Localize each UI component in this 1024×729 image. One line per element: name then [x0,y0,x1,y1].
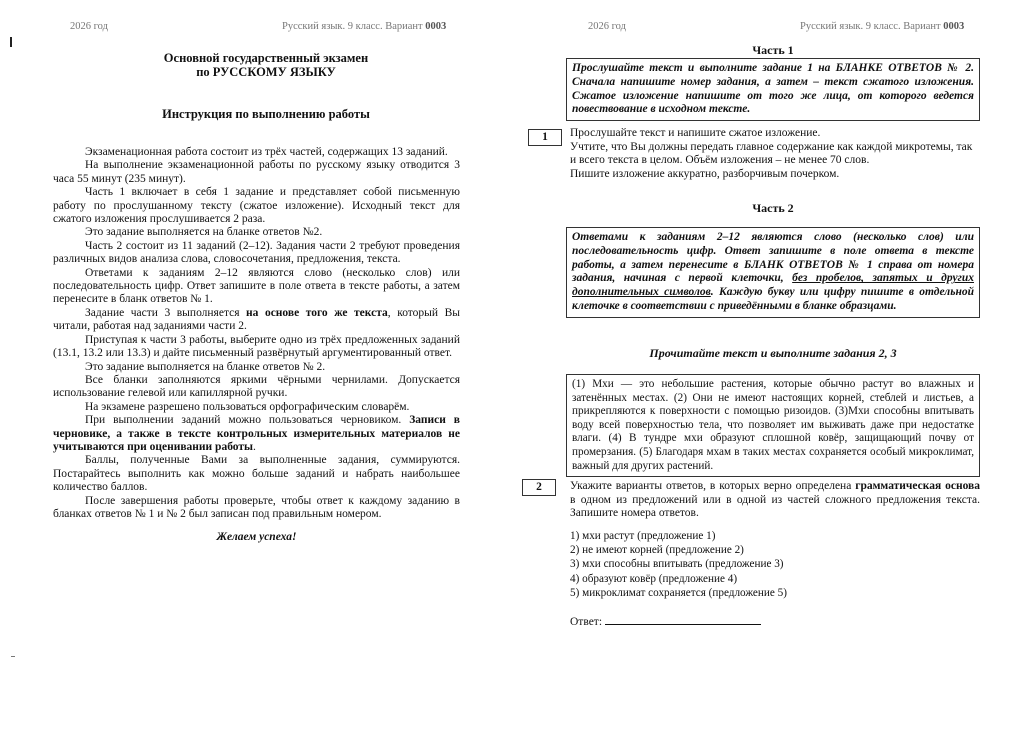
option-item: 1) мхи растут (предложение 1) [570,530,716,542]
right-header-subject [800,21,964,32]
task1-line: Прослушайте текст и напишите сжатое изложение. [570,127,821,139]
reading-text-box: (1) Мхи — это небольшие растения, которые обычно растут во влажных и затенённых местах. (2) Они не имеют настоящих корней, стеблей и листьев, а прикрепляются к поверхности с помощью ризоидов. (3)Мхи способны впитывать воду всей поверхностью тела, что позволяет им выживать даже при недостатке влаги. (4) В тундре мхи образуют сплошной ковёр, защищающий почву от промерзания. (5) Благодаря мхам в таких местах сохраняется особый микроклимат, важный для других растений. [566,374,980,477]
option-item: 4) образуют ковёр (предложение 4) [570,572,738,585]
margin-dash [11,656,15,657]
instruction-para: Ответами к заданиям 2–12 являются слово (несколько слов) или последовательность цифр. Ответ запишите в поле ответа в тексте работы, а затем перенесите в бланк ответов № 1. [53,266,460,306]
part1-title: Часть 1 [752,43,794,57]
answer-label: Ответ: [570,616,603,628]
text-run: . Каждую букву или цифру пишите в отдельной клеточке в соответствии с приведёнными в бланке образцами. [572,286,974,312]
instruction-para: Часть 2 состоит из 11 заданий (2–12). Задания части 2 требуют проведения различных видов анализа слова, словосочетания, предложения, текста. [53,239,460,266]
bold-run: Записи в черновике, а также в тексте контрольных измерительных материалов не учитываются при оценивании работы [53,414,460,453]
right-header-variant: 0003 [943,21,965,32]
instruction-para: Экзаменационная работа состоит из трёх частей, содержащих 13 заданий. [85,146,448,158]
left-header-year: 2026 год [70,21,108,32]
instruction-para: Часть 1 включает в себя 1 задание и представляет собой письменную работу по прослушанному тексту (сжатое изложение). Исходный текст для сжатого изложения прослушивается 2 раза. [53,186,460,226]
text-run: При выполнении заданий можно пользоваться черновиком. [85,414,410,427]
instruction-para: Приступая к части 3 работы, выберите одно из трёх предложенных заданий (13.1, 13.2 или 13.3) и дайте письменный развёрнутый аргументированный ответ. [53,333,460,360]
text-run: Ответами к заданиям 2–12 являются слово (несколько слов) или последовательность цифр. Ответ запишите в поле ответа в тексте работы, а затем перенесите в БЛАНК ОТВЕТОВ № 1 справа от номера задания, начиная с первой клеточки, [572,231,974,285]
instruction-para: Все бланки заполняются яркими чёрными чернилами. Допускается использование гелевой или капиллярной ручки. [53,373,460,400]
instruction-text [53,146,460,545]
task1-line: Пишите изложение аккуратно, разборчивым почерком. [570,167,840,180]
task1-number-box: 1 [528,129,562,146]
part2-instruction-box [566,227,980,318]
text-run: Задание части 3 выполняется [85,306,247,319]
task2-number-box: 2 [522,479,556,496]
instruction-para: После завершения работы проверьте, чтобы ответ к каждому заданию в бланках ответов № 1 и № 2 был записан под правильным номером. [53,494,460,520]
underlined-run: без пробелов, запятых и других дополнительных символов [572,272,974,299]
instruction-para: Это задание выполняется на бланке ответов №2. [85,226,323,239]
instruction-para: Это задание выполняется на бланке ответов № 2. [85,360,326,373]
answer-options [570,529,787,600]
answer-field[interactable] [605,614,761,625]
answer-row [570,614,761,628]
left-header-subject [282,21,446,32]
part1-instruction-box: Прослушайте текст и выполните задание 1 на БЛАНКЕ ОТВЕТОВ № 2. Сначала напишите номер задания, а затем – текст сжатого изложения. Сжатое изложение напишите от того же лица, от которого ведется повествование в исходном тексте. [566,58,980,121]
text-run: , который Вы читали, работая над заданиями части 2. [53,306,460,333]
instruction-para-draft [53,414,460,454]
exam-title-line1: Основной государственный экзамен [163,51,369,65]
part2-title: Часть 2 [752,201,794,215]
option-item: 5) микроклимат сохраняется (предложение 5) [570,586,787,599]
right-header-year: 2026 год [588,21,626,32]
task2-text [570,480,980,521]
reading-title: Прочитайте текст и выполните задания 2, 3 [649,346,897,360]
bold-run: грамматическая основа [855,480,980,492]
task1-line: Учтите, что Вы должны передать главное содержание как каждой микротемы, так и всего текста в целом. Объём изложения – не менее 70 слов. [570,140,973,166]
left-header-subject-text: Русский язык. 9 класс. Вариант [282,21,423,32]
text-run: . [253,440,256,453]
text-cursor-mark [10,37,12,47]
text-run: Укажите варианты ответов, в которых верно определена [570,480,856,492]
instruction-title: Инструкция по выполнению работы [162,107,370,121]
option-item: 2) не имеют корней (предложение 2) [570,544,744,557]
bold-run: на основе того же текста [246,306,388,319]
instruction-para: Баллы, полученные Вами за выполненные задания, суммируются. Постарайтесь выполнить как можно больше заданий и набрать наибольшее количество баллов. [53,454,460,494]
exam-title-line2: по РУССКОМУ ЯЗЫКУ [196,65,336,79]
left-header-variant: 0003 [425,21,447,32]
instruction-para: На экзамене разрешено пользоваться орфографическим словарём. [85,400,410,413]
right-header-subject-text: Русский язык. 9 класс. Вариант [800,21,941,32]
option-item: 3) мхи способны впитывать (предложение 3) [570,558,784,571]
instruction-para: На выполнение экзаменационной работы по русскому языку отводится 3 часа 55 минут (235 минут). [53,159,460,185]
instruction-para-part3 [53,307,460,334]
task1-text [570,127,980,181]
closing-wish: Желаем успеха! [216,531,297,544]
text-run: в одном из предложений или в одной из частей сложного предложения текста. Запишите номера ответов. [570,493,980,519]
